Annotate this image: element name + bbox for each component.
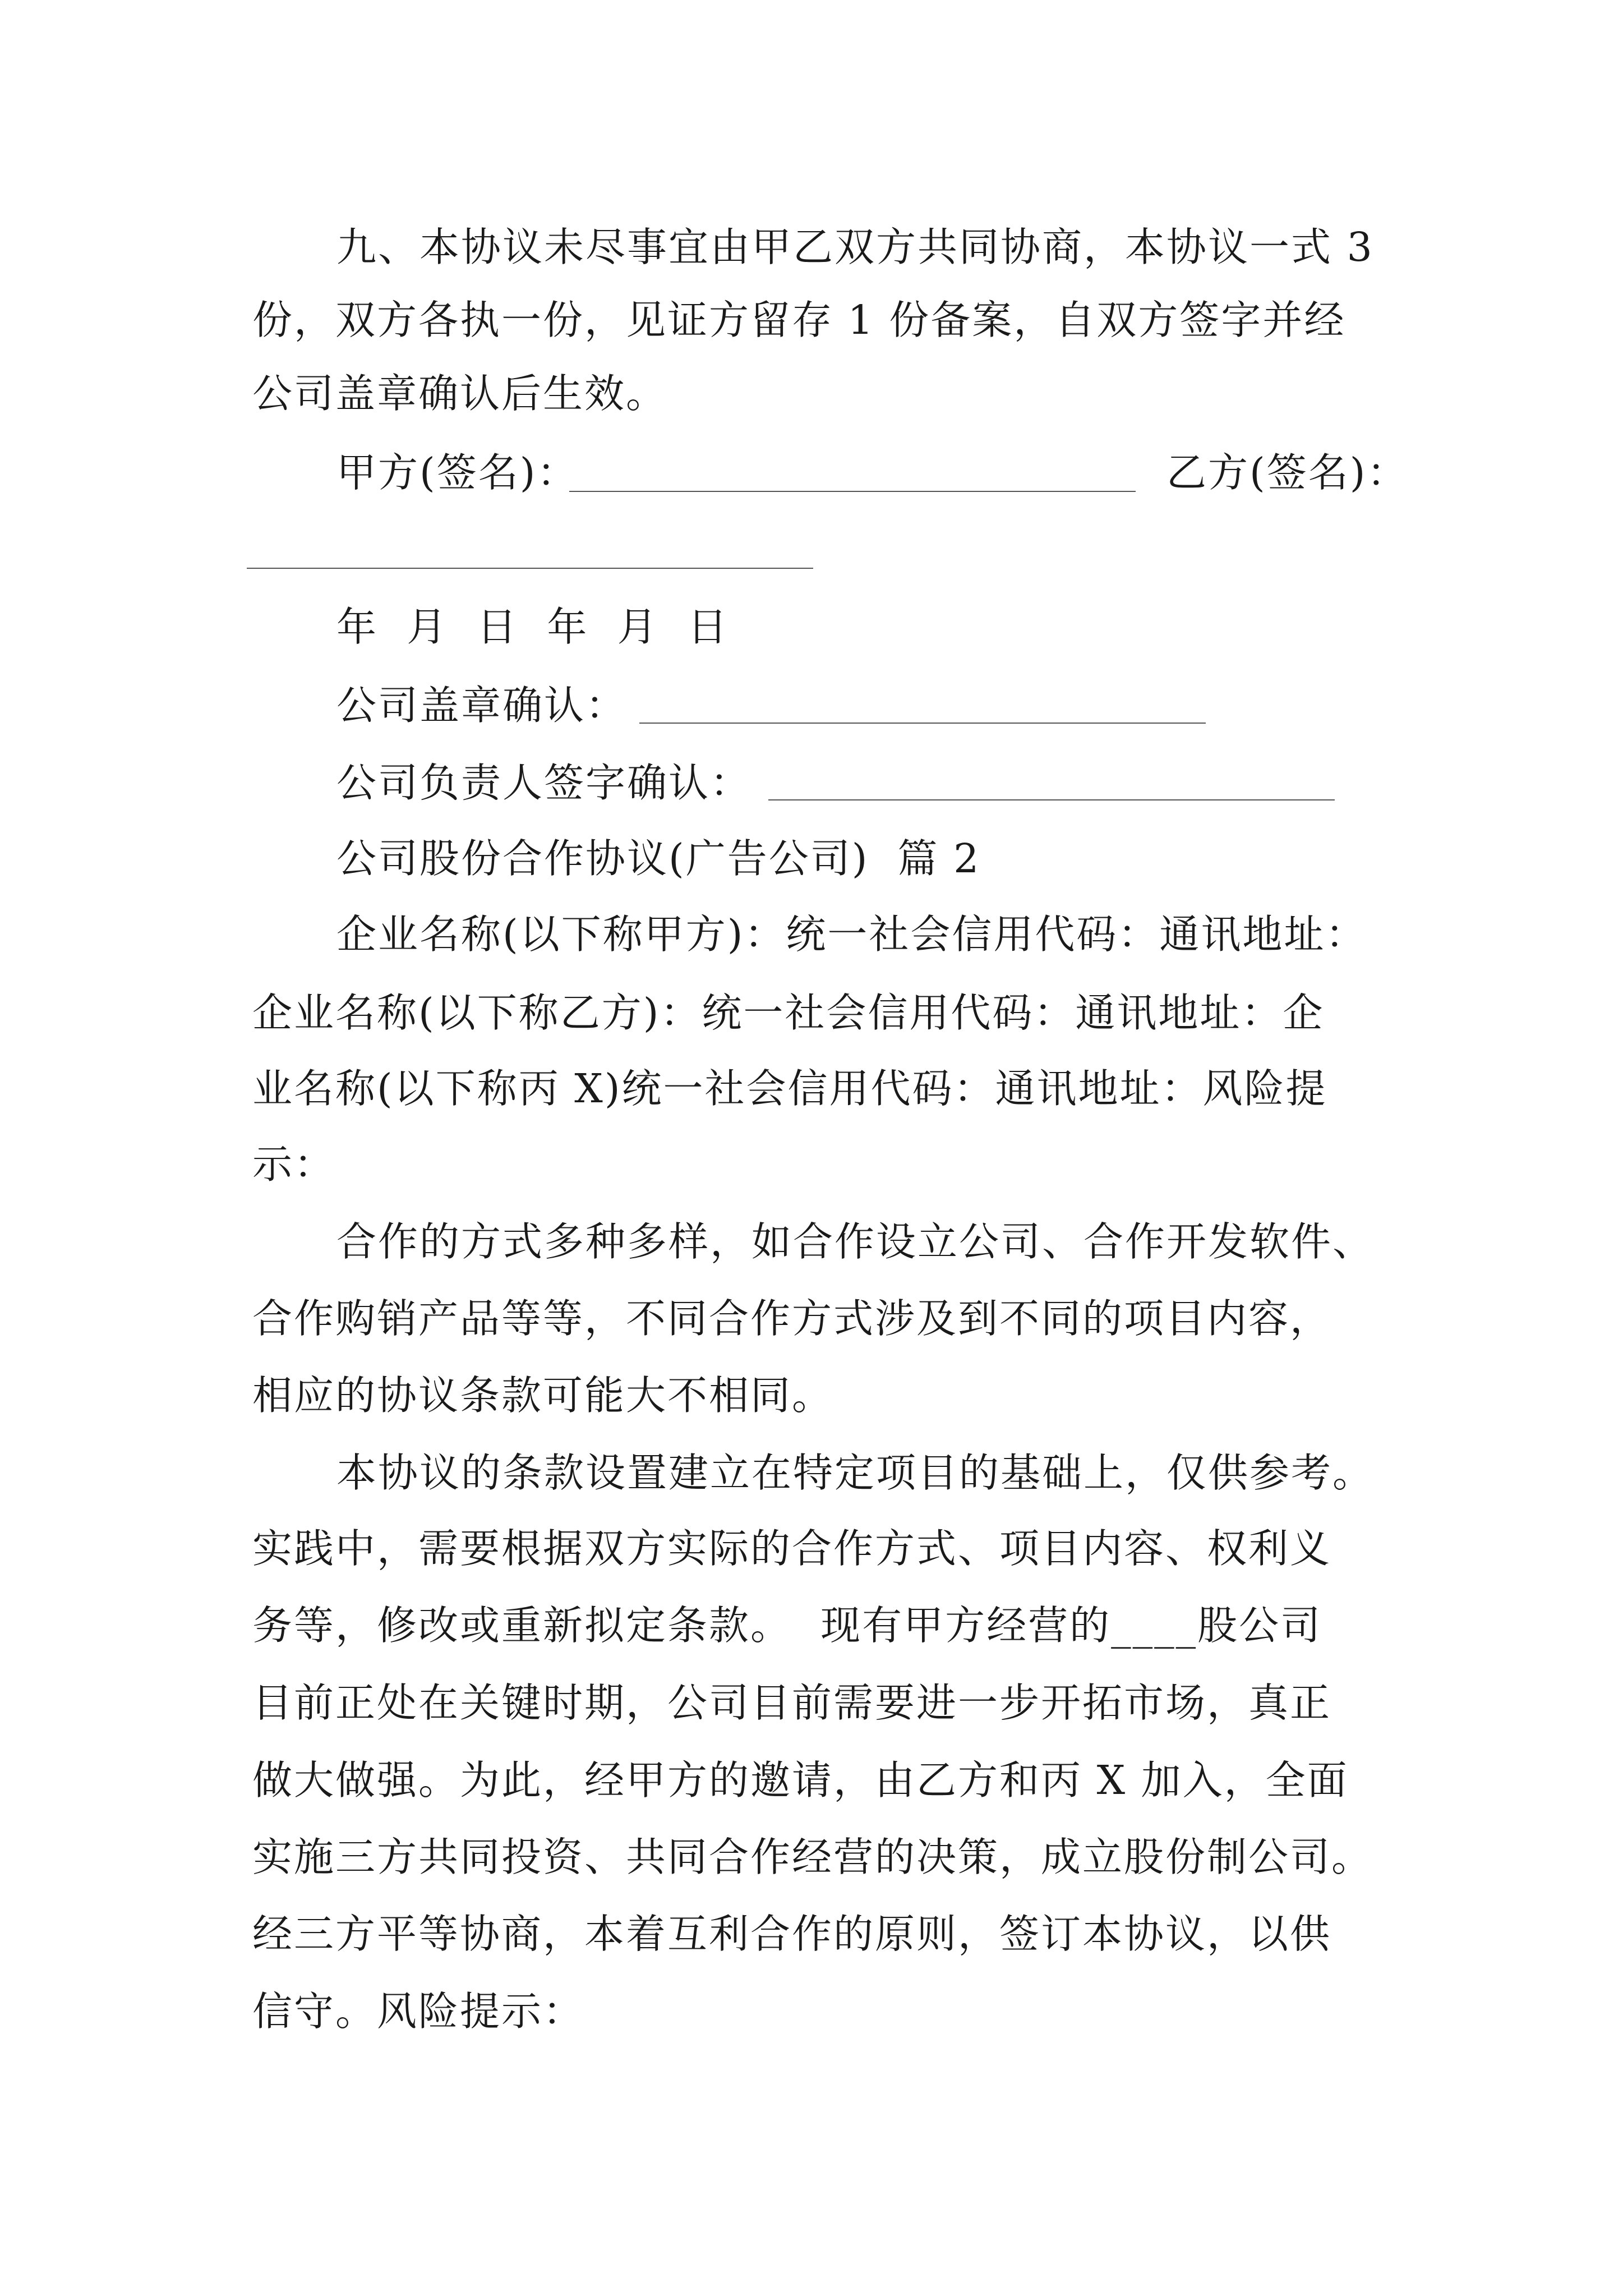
party-b-signature-line <box>247 568 813 569</box>
section9-line-2: 份，双方各执一份，见证方留存 1 份备案，自双方签字并经 <box>252 297 1346 343</box>
section9-line-1: 九、本协议未尽事宜由甲乙双方共同协商，本协议一式 3 <box>336 224 1374 270</box>
agreement-title: 公司股份合作协议(广告公司) 篇 2 <box>336 835 981 882</box>
clause-line-4: 目前正处在关键时期，公司目前需要进一步开拓市场，真正 <box>252 1680 1332 1726</box>
clause-line-8: 信守。风险提示： <box>252 1988 585 2035</box>
clause-line-6: 实施三方共同投资、共同合作经营的决策，成立股份制公司。 <box>252 1834 1373 1880</box>
cooperation-line-3: 相应的协议条款可能大不相同。 <box>252 1372 834 1419</box>
clause-line-3: 务等，修改或重新拟定条款。 现有甲方经营的____股公司 <box>252 1602 1322 1649</box>
company-seal-label: 公司盖章确认： <box>336 682 628 729</box>
cooperation-line-1: 合作的方式多种多样，如合作设立公司、合作开发软件、 <box>336 1218 1375 1265</box>
party-b-signature-label: 乙方(签名)： <box>1166 449 1409 496</box>
clause-line-1: 本协议的条款设置建立在特定项目的基础上，仅供参考。 <box>336 1450 1375 1496</box>
parties-line-3: 业名称(以下称丙 X)统一社会信用代码：通讯地址：风险提 <box>252 1065 1327 1112</box>
party-a-signature-line <box>569 491 1136 492</box>
company-seal-line <box>639 723 1206 724</box>
signature-date-line: 年 月 日 年 月 日 <box>336 604 729 650</box>
clause-line-5: 做大做强。为此，经甲方的邀请，由乙方和丙 X 加入，全面 <box>252 1757 1349 1803</box>
cooperation-line-2: 合作购销产品等等，不同合作方式涉及到不同的项目内容， <box>252 1295 1332 1342</box>
parties-line-2: 企业名称(以下称乙方)：统一社会信用代码：通讯地址：企 <box>252 990 1325 1036</box>
company-head-signature-line <box>768 799 1335 800</box>
parties-line-1: 企业名称(以下称甲方)：统一社会信用代码：通讯地址： <box>336 911 1367 958</box>
parties-line-4: 示： <box>252 1141 336 1188</box>
section9-line-3: 公司盖章确认后生效。 <box>252 370 668 417</box>
party-a-signature-label: 甲方(签名)： <box>336 449 579 496</box>
clause-line-2: 实践中，需要根据双方实际的合作方式、项目内容、权利义 <box>252 1525 1332 1572</box>
company-head-signature-label: 公司负责人签字确认： <box>336 760 752 806</box>
clause-line-7: 经三方平等协商，本着互利合作的原则，签订本协议，以供 <box>252 1911 1332 1957</box>
